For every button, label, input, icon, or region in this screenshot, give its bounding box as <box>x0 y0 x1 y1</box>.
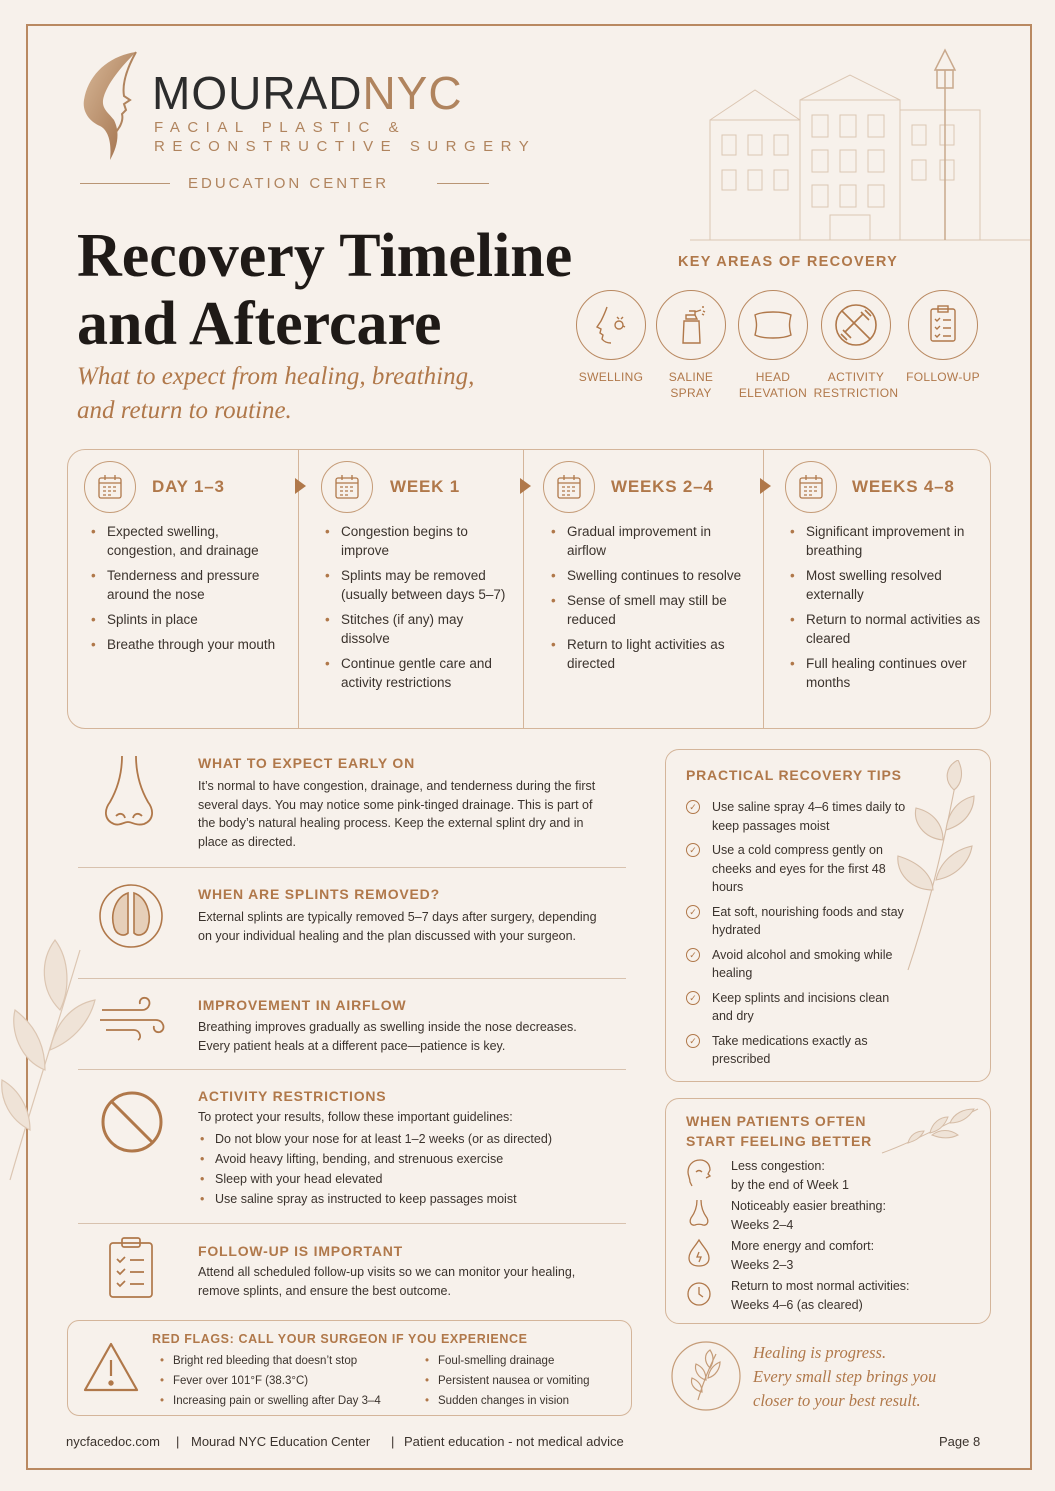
list-item: • Fever over 101°F (38.3°C) <box>160 1371 422 1391</box>
list-item: • Most swelling resolved externally <box>788 566 983 604</box>
nose-icon <box>98 752 160 832</box>
list-item: • Foul-smelling drainage <box>425 1351 625 1371</box>
early-text: It’s normal to have congestion, drainage, and tenderness during the first several days. You may notice some pink-tinged drainage. This is part of the body’s natural healing process. Keep the external splint dry and in place as directed. <box>198 779 596 849</box>
timeline-heading-weeks-4-8: WEEKS 4–8 <box>852 477 955 496</box>
divider <box>78 1223 626 1224</box>
brand-wordmark: MOURADNYC <box>152 67 463 119</box>
list-item: ✓ Keep splints and incisions clean and dry <box>686 989 906 1026</box>
footer-center-name: Mourad NYC Education Center <box>191 1434 371 1449</box>
timeline-list-day-1-3 <box>89 522 284 660</box>
swelling-key-circle <box>576 290 646 360</box>
energy-drop-icon <box>686 1238 712 1268</box>
clipboard-icon <box>923 303 963 347</box>
feel-item: Less congestion: by the end of Week 1 <box>731 1159 849 1192</box>
splints-heading: WHEN ARE SPLINTS REMOVED? <box>198 886 440 902</box>
activity-heading: ACTIVITY RESTRICTIONS <box>198 1088 387 1104</box>
red-flags-heading: RED FLAGS: CALL YOUR SURGEON IF YOU EXPERIENCE <box>152 1332 528 1346</box>
pillow-icon <box>749 305 797 345</box>
footer-site-link[interactable]: nycfacedoc.com <box>66 1434 160 1449</box>
divider <box>80 183 170 184</box>
feel-item: Noticeably easier breathing: Weeks 2–4 <box>731 1199 886 1232</box>
saline-key-circle <box>656 290 726 360</box>
nose-outline-icon <box>686 1198 712 1228</box>
key-areas-heading: KEY AREAS OF RECOVERY <box>678 254 899 270</box>
activity-key-circle <box>821 290 891 360</box>
swelling-label: SWELLING <box>578 370 644 384</box>
list-item: • Sleep with your head elevated <box>198 1169 618 1189</box>
timeline-heading-day-1-3: DAY 1–3 <box>152 477 225 496</box>
prohibited-icon <box>100 1090 164 1154</box>
list-item: • Breathe through your mouth <box>89 635 284 654</box>
list-item: • Full healing continues over months <box>788 654 983 692</box>
red-flags-list-left <box>160 1351 422 1411</box>
timer-icon <box>686 1278 712 1308</box>
early-heading: WHAT TO EXPECT EARLY ON <box>198 755 416 771</box>
list-item: • Continue gentle care and activity restrictions <box>323 654 513 692</box>
follow-up-label: FOLLOW-UP <box>906 370 980 384</box>
list-item: ✓ Eat soft, nourishing foods and stay hydrated <box>686 903 906 940</box>
list-item: • Bright red bleeding that doesn’t stop <box>160 1351 422 1371</box>
list-item: • Increasing pain or swelling after Day 3–4 <box>160 1391 422 1411</box>
page-subtitle: What to expect from healing, breathing, and return to routine. <box>77 363 475 424</box>
tips-heading: PRACTICAL RECOVERY TIPS <box>686 767 902 783</box>
list-item: • Significant improvement in breathing <box>788 522 983 560</box>
splints-text: External splints are typically removed 5–7 days after surgery, depending on your individual healing and the plan discussed with your surgeon. <box>198 910 597 943</box>
list-item: • Use saline spray as instructed to keep passages moist <box>198 1189 618 1209</box>
calendar-icon <box>543 461 595 513</box>
brownstone-sketch-illustration <box>690 30 1030 250</box>
list-item: • Return to normal activities as cleared <box>788 610 983 648</box>
calendar-icon <box>785 461 837 513</box>
timeline-arrow-icon <box>295 478 306 494</box>
saline-spray-label: SALINE SPRAY <box>668 370 714 400</box>
feel-item: More energy and comfort: Weeks 2–3 <box>731 1239 875 1272</box>
list-item: • Tenderness and pressure around the nose <box>89 566 284 604</box>
list-item: • Expected swelling, congestion, and drainage <box>89 522 284 560</box>
timeline-list-week-1 <box>323 522 513 698</box>
list-item: ✓ Use saline spray 4–6 times daily to keep passages moist <box>686 798 906 835</box>
list-item: • Congestion begins to improve <box>323 522 513 560</box>
education-center-label: EDUCATION CENTER <box>188 175 390 192</box>
head-elevation-key-circle <box>738 290 808 360</box>
check-circle-icon: ✓ <box>686 991 700 1005</box>
list-item: • Sudden changes in vision <box>425 1391 625 1411</box>
list-item: ✓ Use a cold compress gently on cheeks and eyes for the first 48 hours <box>686 841 906 897</box>
list-item: • Avoid heavy lifting, bending, and strenuous exercise <box>198 1149 618 1169</box>
no-dumbbell-icon <box>831 300 881 350</box>
feel-better-heading: WHEN PATIENTS OFTEN START FEELING BETTER <box>686 1113 873 1149</box>
calendar-icon <box>321 461 373 513</box>
page-title: Recovery Timeline and Aftercare <box>77 222 573 358</box>
timeline-list-weeks-4-8 <box>788 522 983 698</box>
divider <box>78 867 626 868</box>
warning-triangle-icon <box>82 1340 140 1394</box>
head-elevation-label: HEAD ELEVATION <box>738 370 808 400</box>
airflow-text: Breathing improves gradually as swelling inside the nose decreases. Every patient heals at a different pace—patience is key. <box>198 1020 577 1053</box>
feel-item: Return to most normal activities: Weeks 4–6 (as cleared) <box>731 1279 910 1312</box>
footer-separator: | <box>391 1434 395 1449</box>
timeline-arrow-icon <box>760 478 771 494</box>
list-item: • Persistent nausea or vomiting <box>425 1371 625 1391</box>
check-circle-icon: ✓ <box>686 1034 700 1048</box>
healing-quote: Healing is progress. Every small step brings you closer to your best result. <box>753 1343 937 1410</box>
followup-text: Attend all scheduled follow-up visits so we can monitor your healing, remove splints, and ensure the best outcome. <box>198 1265 576 1298</box>
clipboard-checklist-icon <box>106 1235 156 1301</box>
timeline-arrow-icon <box>520 478 531 494</box>
divider <box>78 978 626 979</box>
calendar-icon <box>84 461 136 513</box>
list-item: ✓ Avoid alcohol and smoking while healing <box>686 946 906 983</box>
nasal-splints-icon <box>98 883 164 949</box>
list-item: • Stitches (if any) may dissolve <box>323 610 513 648</box>
list-item: • Sense of smell may still be reduced <box>549 591 749 629</box>
timeline-heading-week-1: WEEK 1 <box>390 477 460 496</box>
logo-face-silhouette-icon <box>78 50 144 162</box>
head-breathing-icon <box>686 1158 712 1188</box>
timeline-list-weeks-2-4 <box>549 522 749 679</box>
check-circle-icon: ✓ <box>686 948 700 962</box>
activity-list <box>198 1129 618 1209</box>
timeline-heading-weeks-2-4: WEEKS 2–4 <box>611 477 714 496</box>
list-item: ✓ Take medications exactly as prescribed <box>686 1032 906 1069</box>
divider <box>78 1069 626 1070</box>
check-circle-icon: ✓ <box>686 800 700 814</box>
airflow-heading: IMPROVEMENT IN AIRFLOW <box>198 997 407 1013</box>
red-flags-list-right <box>425 1351 625 1411</box>
follow-up-key-circle <box>908 290 978 360</box>
list-item: • Return to light activities as directed <box>549 635 749 673</box>
activity-intro: To protect your results, follow these important guidelines: <box>198 1110 513 1124</box>
brand-subtitle: FACIAL PLASTIC & RECONSTRUCTIVE SURGERY <box>154 119 537 155</box>
footer-separator: | <box>176 1434 180 1449</box>
check-circle-icon: ✓ <box>686 843 700 857</box>
spray-bottle-icon <box>669 303 713 347</box>
list-item: • Splints in place <box>89 610 284 629</box>
list-item: • Do not blow your nose for at least 1–2 weeks (or as directed) <box>198 1129 618 1149</box>
footer-disclaimer: Patient education - not medical advice <box>404 1434 624 1449</box>
leaf-branch-illustration <box>0 930 110 1190</box>
list-item: • Swelling continues to resolve <box>549 566 749 585</box>
divider <box>437 183 489 184</box>
airflow-wind-icon <box>98 996 168 1042</box>
list-item: • Gradual improvement in airflow <box>549 522 749 560</box>
activity-restriction-label: ACTIVITY RESTRICTION <box>813 370 899 400</box>
check-circle-icon: ✓ <box>686 905 700 919</box>
page-number: Page 8 <box>939 1434 981 1449</box>
list-item: • Splints may be removed (usually between days 5–7) <box>323 566 513 604</box>
leaf-sprig-illustration <box>880 1105 980 1155</box>
leaf-circle-icon <box>670 1340 742 1412</box>
followup-heading: FOLLOW-UP IS IMPORTANT <box>198 1243 404 1259</box>
face-swelling-icon <box>589 303 633 347</box>
tips-list <box>686 798 906 1075</box>
